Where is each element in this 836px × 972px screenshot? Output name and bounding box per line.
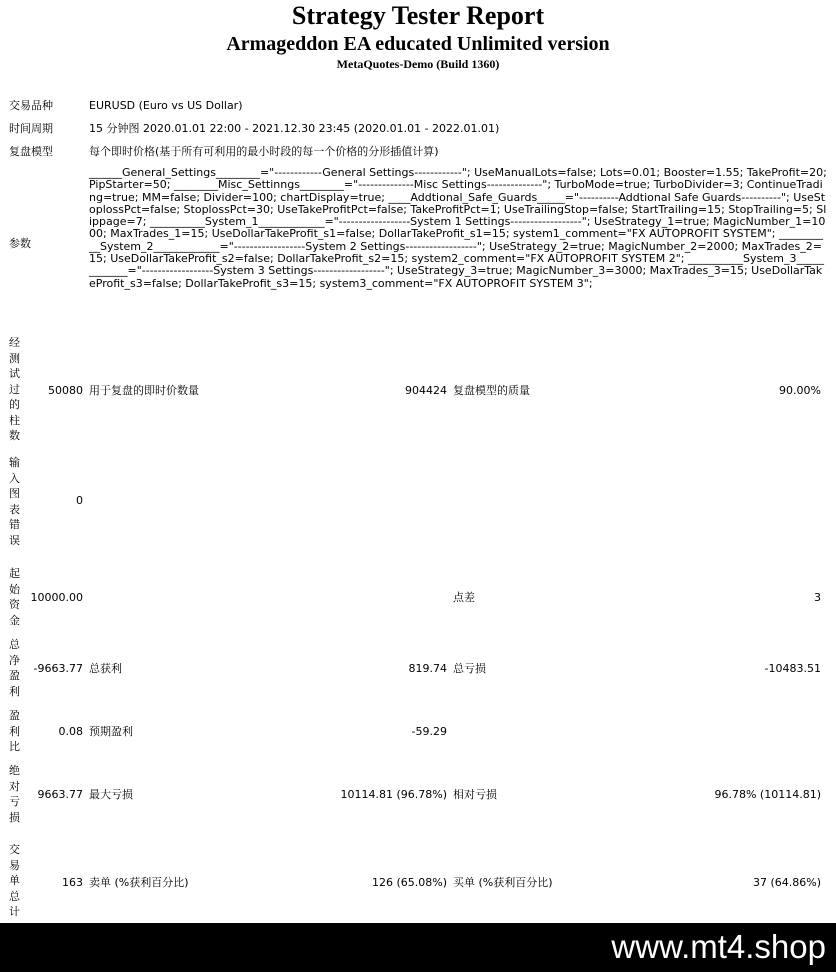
- rel-dd-value: 96.78% (10114.81): [714, 788, 821, 801]
- model-value: 每个即时价格(基于所有可利用的最小时段的每一个价格的分形插值计算): [89, 145, 439, 158]
- errors-label: 输入图表错误: [9, 456, 20, 547]
- abs-dd-value: 9663.77: [37, 788, 83, 801]
- period-label: 时间周期: [9, 122, 53, 135]
- watermark-text: www.mt4.shop: [611, 928, 826, 965]
- model-label: 复盘模型: [9, 145, 53, 158]
- report-build: MetaQuotes-Demo (Build 1360): [336, 57, 500, 71]
- errors-value: 0: [76, 494, 83, 507]
- abs-dd-label: 绝对亏损: [9, 764, 20, 824]
- deposit-label: 起始资金: [9, 567, 20, 627]
- rel-dd-label: 相对亏损: [453, 788, 497, 801]
- symbol-label: 交易品种: [9, 99, 53, 112]
- long-label: 买单 (%获利百分比): [453, 876, 553, 889]
- trades-label: 交易单总计: [9, 843, 20, 918]
- max-dd-value: 10114.81 (96.78%): [340, 788, 447, 801]
- expected-value: -59.29: [411, 725, 447, 738]
- pf-value: 0.08: [58, 725, 83, 738]
- report-title: Strategy Tester Report: [291, 1, 545, 30]
- spread-label: 点差: [453, 591, 475, 604]
- ticks-value: 904424: [405, 384, 447, 397]
- gross-loss-value: -10483.51: [764, 662, 821, 675]
- expected-label: 预期盈利: [89, 725, 133, 738]
- pf-label: 盈利比: [9, 709, 20, 753]
- gross-profit-label: 总获利: [89, 662, 122, 675]
- bars-value: 50080: [48, 384, 83, 397]
- max-dd-label: 最大亏损: [89, 788, 133, 801]
- deposit-value: 10000.00: [30, 591, 83, 604]
- quality-value: 90.00%: [779, 384, 821, 397]
- net-value: -9663.77: [33, 662, 83, 675]
- gross-profit-value: 819.74: [408, 662, 447, 675]
- report-subtitle: Armageddon EA educated Unlimited version: [226, 33, 610, 55]
- symbol-value: EURUSD (Euro vs US Dollar): [89, 99, 243, 112]
- short-label: 卖单 (%获利百分比): [89, 876, 189, 889]
- bars-label: 经测试过的柱数: [9, 336, 20, 442]
- long-value: 37 (64.86%): [752, 876, 821, 889]
- quality-label: 复盘模型的质量: [453, 384, 530, 397]
- gross-loss-label: 总亏损: [453, 662, 486, 675]
- watermark-bar: [0, 923, 836, 972]
- short-value: 126 (65.08%): [371, 876, 447, 889]
- net-label: 总净盈利: [9, 638, 20, 698]
- period-value: 15 分钟图 2020.01.01 22:00 - 2021.12.30 23:45 (2020.01.01 - 2022.01.01): [89, 122, 500, 135]
- spread-value: 3: [814, 591, 821, 604]
- ticks-label: 用于复盘的即时价数量: [89, 384, 199, 397]
- params-label: 参数: [9, 237, 31, 250]
- trades-value: 163: [62, 876, 83, 889]
- params-value: ______General_Settings________="------------General Settings------------"; UseManualLots=false; Lots=0.01; Booster=1.55; TakeProfit=20; PipStarter=50; ________Misc_Settinngs________="--------------Misc Settings--------------"; TurboMode=true; TurboDivider=3; ContinueTrading=true; MM=false; Divider=100; chartDisplay=true; ____Addtional_Safe_Guards_____="----------Addtional Safe Guards----------"; UseStoplossPct=false; StoplossPct=30; UseTakeProfitPct=false; TakeProfitPct=1; UseTrailingStop=false; StartTrailing=15; StopTrailing=5; Slippage=7; __________System_1____________="------------------System 1 Settings------------------"; UseStrategy_1=true; MagicNumber_1=1000; MaxTrades_1=15; UseDollarTakeProfit_s1=false; DollarTakeProfit_s1=15; system1_comment="FX AUTOPROFIT SYSTEM"; __________System_2____________="------------------System 2 Settings------------------"; UseStrategy_2=true; MagicNumber_2=2000; MaxTrades_2=15; UseDollarTakeProfit_s2=false; DollarTakeProfit_s2=15; system2_comment="FX AUTOPROFIT SYSTEM 2"; __________System_3____________="------------------System 3 Settings------------------"; UseStrategy_3=true; MagicNumber_3=3000; MaxTrades_3=15; UseDollarTakeProfit_s3=false; DollarTakeProfit_s3=15; system3_comment="FX AUTOPROFIT SYSTEM 3";: [89, 166, 831, 290]
